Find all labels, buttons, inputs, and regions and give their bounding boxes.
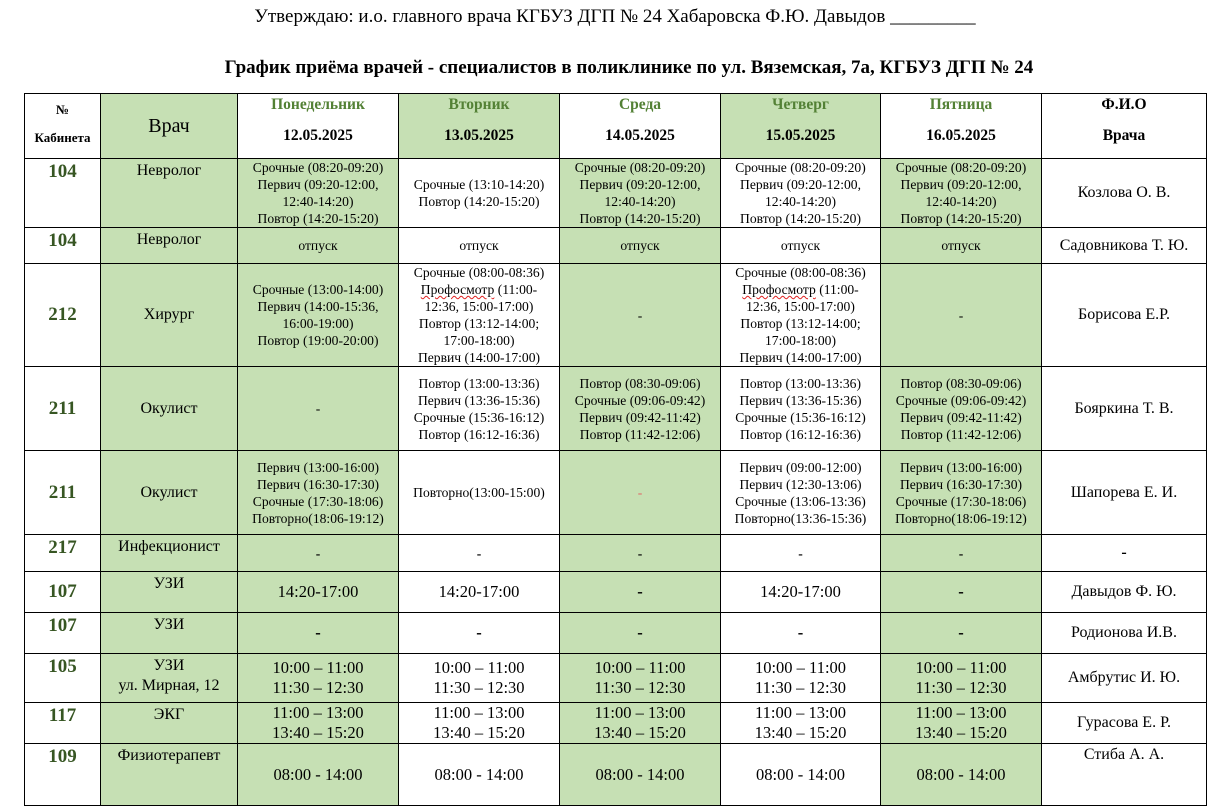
approval-line: Утверждаю: и.о. главного врача КГБУЗ ДГП № 24 Хабаровска Ф.Ю. Давыдов _________ [254,6,976,27]
specialty: Инфекционист [101,535,238,572]
schedule-line: - [958,623,964,642]
schedule-line: 10:00 – 11:00 [433,658,525,677]
schedule-cell [560,264,721,367]
schedule-line: 08:00 - 14:00 [273,764,363,784]
doctor-name: Шапорева Е. И. [1042,451,1207,535]
schedule-line: 11:00 – 13:00 [272,703,364,722]
schedule-line: 14:20-17:00 [760,582,841,601]
schedule-line: Повтор (13:12-14:00; [418,316,540,331]
schedule-line: Первич (09:00-12:00) [739,459,862,475]
specialty: Окулист [101,367,238,451]
schedule-line: Первич (13:36-15:36) [417,392,541,408]
schedule-cell [399,572,560,613]
schedule-cell [560,451,721,535]
schedule-cell [560,228,721,264]
schedule-line: - [958,582,964,601]
schedule-line: Первич (14:00-17:00) [417,350,541,365]
schedule-line: Первич (09:42-11:42) [900,409,1022,425]
specialty: УЗИ [101,572,238,613]
schedule-cell [238,264,399,367]
schedule-line: - [637,307,643,323]
schedule-cell [881,159,1042,228]
room-number: 109 [25,744,101,806]
schedule-cell [560,535,721,572]
schedule-line: - [637,623,643,642]
schedule-line: Первич (14:00-17:00) [739,350,862,365]
specialty: Хирург [101,264,238,367]
schedule-line: 10:00 – 11:00 [594,658,686,677]
schedule-line: 12:40-14:20) [604,194,676,209]
specialty: Невролог [101,228,238,264]
header-row [25,94,1207,159]
schedule-cell [560,572,721,613]
schedule-line: Срочные (13:00-14:00) [252,282,384,297]
doctor-name: Козлова О. В. [1042,159,1207,228]
header-day-fri: Пятница 16.05.2025 [881,94,1042,159]
schedule-cell [881,654,1042,703]
schedule-line: Повторно(13:00-15:00) [413,485,545,500]
doctor-name: Борисова Е.Р. [1042,264,1207,367]
schedule-line: Первич (09:20-12:00, [257,177,379,192]
schedule-cell [399,451,560,535]
schedule-line: Повтор (19:00-20:00) [257,333,379,348]
doctor-name: Давыдов Ф. Ю. [1042,572,1207,613]
table-row [25,451,1207,535]
schedule-cell [560,744,721,806]
schedule-cell [238,159,399,228]
schedule-line: 08:00 - 14:00 [916,764,1006,784]
schedule-cell [238,451,399,535]
room-number: 104 [25,159,101,228]
schedule-cell [399,367,560,451]
room-number: 117 [25,703,101,744]
schedule-line: Первич (09:20-12:00, [900,177,1022,192]
schedule-line: 11:30 – 12:30 [272,678,364,697]
schedule-cell [399,159,560,228]
schedule-line: Срочные (17:30-18:06) [252,493,384,509]
specialty: УЗИ [101,613,238,654]
schedule-cell [238,703,399,744]
schedule-line: Повтор (16:12-16:36) [418,426,540,442]
schedule-line: Срочные (15:36-16:12) [413,409,545,425]
schedule-cell [238,613,399,654]
schedule-line: - [958,545,964,561]
specialty: Окулист [101,451,238,535]
header-fio: Ф.И.О Врача [1042,94,1207,159]
schedule-line: 11:00 – 13:00 [754,703,847,722]
schedule-line: - [798,545,803,561]
schedule-line: Срочные (13:10-14:20) [413,177,545,192]
schedule-cell [881,744,1042,806]
schedule-line: Повтор (14:20-15:20) [740,211,861,226]
schedule-cell [560,613,721,654]
specialty: ЭКГ [101,703,238,744]
schedule-line: Срочные (08:20-09:20) [574,160,706,175]
schedule-line: Срочные (17:30-18:06) [895,493,1027,509]
schedule-line: Повтор (11:42-12:06) [900,426,1022,442]
schedule-line: 13:40 – 15:20 [754,723,847,742]
schedule-cell [399,654,560,703]
schedule-line: Срочные (09:06-09:42) [895,392,1027,408]
schedule-cell [399,228,560,264]
doctor-name: Родионова И.В. [1042,613,1207,654]
schedule-line: 12:40-14:20) [765,194,836,209]
schedule-cell [881,228,1042,264]
schedule-line: 11:00 – 13:00 [915,703,1007,722]
schedule-cell [721,744,881,806]
table-row [25,264,1207,367]
specialty: Невролог [101,159,238,228]
schedule-line: Первич (16:30-17:30) [256,476,380,492]
schedule-line: 11:30 – 12:30 [433,678,525,697]
schedule-cell [560,703,721,744]
table-row [25,613,1207,654]
schedule-line: 11:00 – 13:00 [594,703,686,722]
schedule-cell [721,159,881,228]
schedule-line: 10:00 – 11:00 [754,658,847,677]
schedule-line: Первич (12:30-13:06) [739,476,862,492]
schedule-line: 17:00-18:00) [765,333,836,348]
schedule-line: 08:00 - 14:00 [595,764,685,784]
schedule-line: 13:40 – 15:20 [433,723,525,742]
schedule-cell [881,451,1042,535]
schedule-line: - [637,545,643,561]
schedule-line: Повтор (13:12-14:00; [740,316,861,331]
schedule-line: 11:30 – 12:30 [915,678,1007,697]
schedule-line: Первич (14:00-15:36, [257,299,379,314]
doctor-name: Садовникова Т. Ю. [1042,228,1207,264]
schedule-cell [560,159,721,228]
schedule-cell [238,367,399,451]
schedule-line: Первич (16:30-17:30) [899,476,1023,492]
doctor-name: Бояркина Т. В. [1042,367,1207,451]
schedule-cell [881,703,1042,744]
schedule-cell [560,654,721,703]
schedule-line: 08:00 - 14:00 [756,764,845,784]
schedule-cell [881,367,1042,451]
schedule-cell [399,535,560,572]
header-doctor: Врач [101,94,238,159]
header-day-tue: Вторник 13.05.2025 [399,94,560,159]
specialty: Физиотерапевт [101,744,238,806]
table-row [25,572,1207,613]
schedule-line: 10:00 – 11:00 [272,658,364,677]
header-day-thu: Четверг 15.05.2025 [721,94,881,159]
doctor-name: Гурасова Е. Р. [1042,703,1207,744]
schedule-line: Первич (09:20-12:00, [740,177,861,192]
schedule-cell [721,264,881,367]
room-number: 212 [25,264,101,367]
schedule-line: Срочные (08:00-08:36) [413,265,545,280]
schedule-line: Повтор (13:00-13:36) [418,375,540,391]
schedule-line: 14:20-17:00 [438,582,520,601]
schedule-line: 17:00-18:00) [443,333,515,348]
schedule-line: Повторно(13:36-15:36) [734,510,867,526]
schedule-line: 08:00 - 14:00 [434,764,524,784]
schedule-cell [881,264,1042,367]
schedule-line: Повтор (08:30-09:06) [900,375,1022,391]
schedule-line: отпуск [298,238,338,253]
specialty-line: УЗИ [153,657,185,674]
schedule-line: Повтор (13:00-13:36) [740,375,861,391]
schedule-line: 12:36, 15:00-17:00) [424,299,534,314]
specialty-line: ул. Мирная, 12 [118,677,220,694]
schedule-line: - [476,623,482,642]
schedule-line: Повтор (14:20-15:20) [900,211,1022,226]
schedule-line: 13:40 – 15:20 [594,723,686,742]
schedule-line: отпуск [459,238,499,253]
header-day-mon: Понедельник 12.05.2025 [238,94,399,159]
schedule-line: 11:00 – 13:00 [433,703,525,722]
schedule-title: График приёма врачей - специалистов в поликлинике по ул. Вяземская, 7а, КГБУЗ ДГП № 24 [224,57,1034,78]
schedule-line: отпуск [941,238,981,253]
schedule-cell [721,613,881,654]
schedule-line: отпуск [620,238,660,253]
schedule-line: 16:00-19:00) [282,316,354,331]
schedule-line: Срочные (08:00-08:36) [735,265,866,280]
schedule-cell [238,572,399,613]
schedule-line: - [637,485,643,500]
room-number: 107 [25,613,101,654]
schedule-line: 11:30 – 12:30 [754,678,847,697]
schedule-cell [238,535,399,572]
schedule-cell [238,654,399,703]
room-number: 104 [25,228,101,264]
schedule-line: - [315,401,321,416]
schedule-cell [399,744,560,806]
schedule-line: Срочные (08:20-09:20) [895,160,1027,175]
schedule-line: Срочные (15:36-16:12) [735,409,866,425]
schedule-cell [721,535,881,572]
schedule-line: - [315,623,321,642]
doctor-name: Стиба А. А. [1042,744,1207,806]
schedule-table [24,93,1207,806]
table-row [25,228,1207,264]
table-row [25,535,1207,572]
schedule-line: 11:30 – 12:30 [594,678,686,697]
schedule-line: Срочные (08:20-09:20) [252,160,384,175]
schedule-line: Первич (13:36-15:36) [739,392,862,408]
doctor-name: - [1042,535,1207,572]
schedule-line: - [958,307,964,323]
schedule-cell [238,744,399,806]
table-row [25,159,1207,228]
schedule-line: Повторно(18:06-19:12) [895,510,1027,526]
schedule-line: Срочные (13:06-13:36) [735,493,866,509]
table-row [25,654,1207,703]
schedule-line: Первич (13:00-16:00) [256,459,380,475]
schedule-cell [238,228,399,264]
table-row [25,744,1207,806]
schedule-line: 13:40 – 15:20 [272,723,364,742]
schedule-cell [721,654,881,703]
schedule-line: Повтор (14:20-15:20) [257,211,379,226]
schedule-line: Срочные (09:06-09:42) [574,392,706,408]
room-number: 211 [25,451,101,535]
schedule-line: 14:20-17:00 [277,582,359,601]
schedule-cell [560,367,721,451]
schedule-line: Первич (13:00-16:00) [899,459,1023,475]
schedule-line: 10:00 – 11:00 [915,658,1007,677]
schedule-cell [399,613,560,654]
schedule-line: Повторно(18:06-19:12) [252,510,384,526]
schedule-line: - [637,582,643,601]
schedule-line: Повтор (11:42-12:06) [579,426,701,442]
schedule-line: Повтор (14:20-15:20) [579,211,701,226]
specialty [101,654,238,703]
schedule-line: 12:36, 15:00-17:00) [746,299,855,314]
schedule-line: Повтор (14:20-15:20) [418,194,540,209]
room-number: 211 [25,367,101,451]
schedule-line: Профосмотр (11:00- [742,282,859,297]
schedule-cell [399,703,560,744]
schedule-line: отпуск [780,238,821,253]
schedule-line: Повтор (08:30-09:06) [579,375,701,391]
header-day-wed: Среда 14.05.2025 [560,94,721,159]
schedule-cell [721,228,881,264]
doctor-name: Амбрутис И. Ю. [1042,654,1207,703]
schedule-line: - [315,545,321,561]
schedule-cell [721,451,881,535]
schedule-line: 13:40 – 15:20 [915,723,1007,742]
room-number: 107 [25,572,101,613]
header-cabinet: № Кабинета [25,94,101,159]
schedule-cell [881,572,1042,613]
schedule-line: Первич (09:42-11:42) [579,409,701,425]
schedule-cell [881,535,1042,572]
room-number: 105 [25,654,101,703]
schedule-cell [721,572,881,613]
schedule-line: 12:40-14:20) [282,194,354,209]
room-number: 217 [25,535,101,572]
schedule-line: - [797,623,804,642]
schedule-line: Повтор (16:12-16:36) [740,426,861,442]
schedule-line: Срочные (08:20-09:20) [735,160,866,175]
schedule-line: - [476,545,482,561]
table-row [25,703,1207,744]
schedule-cell [721,703,881,744]
schedule-cell [881,613,1042,654]
schedule-line: Профосмотр (11:00- [420,282,538,297]
schedule-line: Первич (09:20-12:00, [579,177,701,192]
schedule-line: 12:40-14:20) [925,194,997,209]
schedule-cell [721,367,881,451]
table-row [25,367,1207,451]
schedule-cell [399,264,560,367]
